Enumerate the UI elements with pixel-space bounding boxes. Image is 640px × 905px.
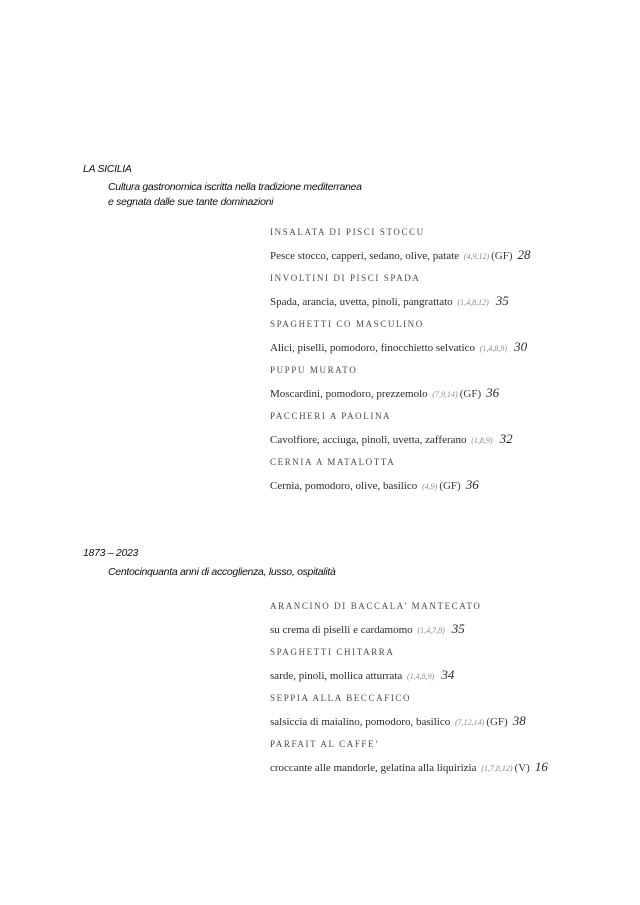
dish-name: CERNIA A MATALOTTA: [270, 457, 396, 467]
dish-line: [270, 478, 479, 494]
menu-item: [270, 226, 531, 264]
dish-description: sarde, pinoli, mollica atturrata: [270, 670, 403, 682]
section-subtitle: [108, 565, 336, 580]
dish-description: Alici, piselli, pomodoro, finocchietto selvatico: [270, 342, 475, 354]
section-title: LA SICILIA: [83, 163, 132, 175]
dish-allergens: (4,9,12): [463, 252, 490, 261]
dish-description: salsiccia di maialino, pomodoro, basilico: [270, 716, 451, 728]
menu-item: [270, 272, 509, 310]
dish-allergens: (1,8,9): [471, 436, 493, 445]
dish-name: SPAGHETTI CO MASCULINO: [270, 319, 424, 329]
section-subtitle-line: Cultura gastronomica iscritta nella tradizione mediterranea: [108, 181, 362, 193]
dish-name: SPAGHETTI CHITARRA: [270, 647, 395, 657]
dish-description: Cavolfiore, acciuga, pinoli, uvetta, zafferano: [270, 434, 467, 446]
dish-name: PACCHERI A PAOLINA: [270, 411, 392, 421]
dish-name: PARFAIT AL CAFFE’: [270, 739, 380, 749]
menu-item: [270, 410, 513, 448]
dish-diet-tag: (GF): [491, 250, 513, 262]
menu-item: [270, 692, 526, 730]
dish-name: ARANCINO DI BACCALA’ MANTECATO: [270, 601, 482, 611]
dish-line: [270, 714, 526, 730]
dish-description: Cernia, pomodoro, olive, basilico: [270, 480, 418, 492]
dish-diet-tag: (GF): [486, 716, 508, 728]
dish-description: su crema di piselli e cardamomo: [270, 624, 413, 636]
section-subtitle-line: e segnata dalle sue tante dominazioni: [108, 196, 274, 208]
menu-item: [270, 600, 481, 638]
dish-price: 16: [534, 759, 548, 774]
dish-allergens: (1,4,8,9): [479, 344, 508, 353]
menu-item: [270, 646, 454, 684]
dish-line: [270, 622, 481, 638]
dish-line: [270, 386, 499, 402]
dish-allergens: (1,4,8,12): [457, 298, 489, 307]
dish-diet-tag: (GF): [459, 388, 482, 400]
dish-line: [270, 294, 509, 310]
dish-name: INVOLTINI DI PISCI SPADA: [270, 273, 421, 283]
dish-allergens: (1,4,7,8): [417, 626, 445, 635]
menu-item: [270, 456, 479, 494]
dish-line: [270, 248, 531, 264]
dish-name: INSALATA DI PISCI STOCCU: [270, 227, 425, 237]
dish-price: 32: [499, 431, 513, 446]
dish-price: 36: [486, 385, 500, 400]
dish-price: 30: [514, 339, 528, 354]
dish-price: 38: [512, 713, 526, 728]
dish-description: Spada, arancia, uvetta, pinoli, pangrattato: [270, 296, 453, 308]
dish-allergens: (4,9): [422, 482, 438, 491]
dish-description: Pesce stocco, capperi, sedano, olive, patate: [270, 250, 460, 262]
dish-allergens: (7,12,14): [455, 718, 485, 727]
dish-price: 35: [495, 293, 509, 308]
dish-price: 34: [441, 667, 455, 682]
dish-allergens: (1,4,8,9): [407, 672, 435, 681]
menu-item: [270, 364, 499, 402]
dish-line: [270, 668, 454, 684]
dish-name: PUPPU MURATO: [270, 365, 358, 375]
dish-price: 35: [451, 621, 465, 636]
dish-price: 36: [465, 477, 479, 492]
dish-description: Moscardini, pomodoro, prezzemolo: [270, 388, 428, 400]
dish-diet-tag: (GF): [439, 480, 461, 492]
dish-line: [270, 432, 513, 448]
dish-price: 28: [517, 247, 531, 262]
dish-line: [270, 340, 527, 356]
dish-line: [270, 760, 548, 776]
dish-diet-tag: (V): [514, 762, 530, 774]
dish-allergens: (1,7,8,12): [481, 764, 513, 773]
dish-allergens: (7,9,14): [432, 390, 458, 399]
section-subtitle-line: Centocinquanta anni di accoglienza, lusso, ospitalità: [108, 566, 336, 578]
menu-item: [270, 318, 527, 356]
menu-item: [270, 738, 548, 776]
dish-name: SEPPIA ALLA BECCAFICO: [270, 693, 412, 703]
section-title: 1873 – 2023: [83, 547, 139, 559]
dish-description: croccante alle mandorle, gelatina alla liquirizia: [270, 762, 477, 774]
section-subtitle: [108, 180, 362, 210]
